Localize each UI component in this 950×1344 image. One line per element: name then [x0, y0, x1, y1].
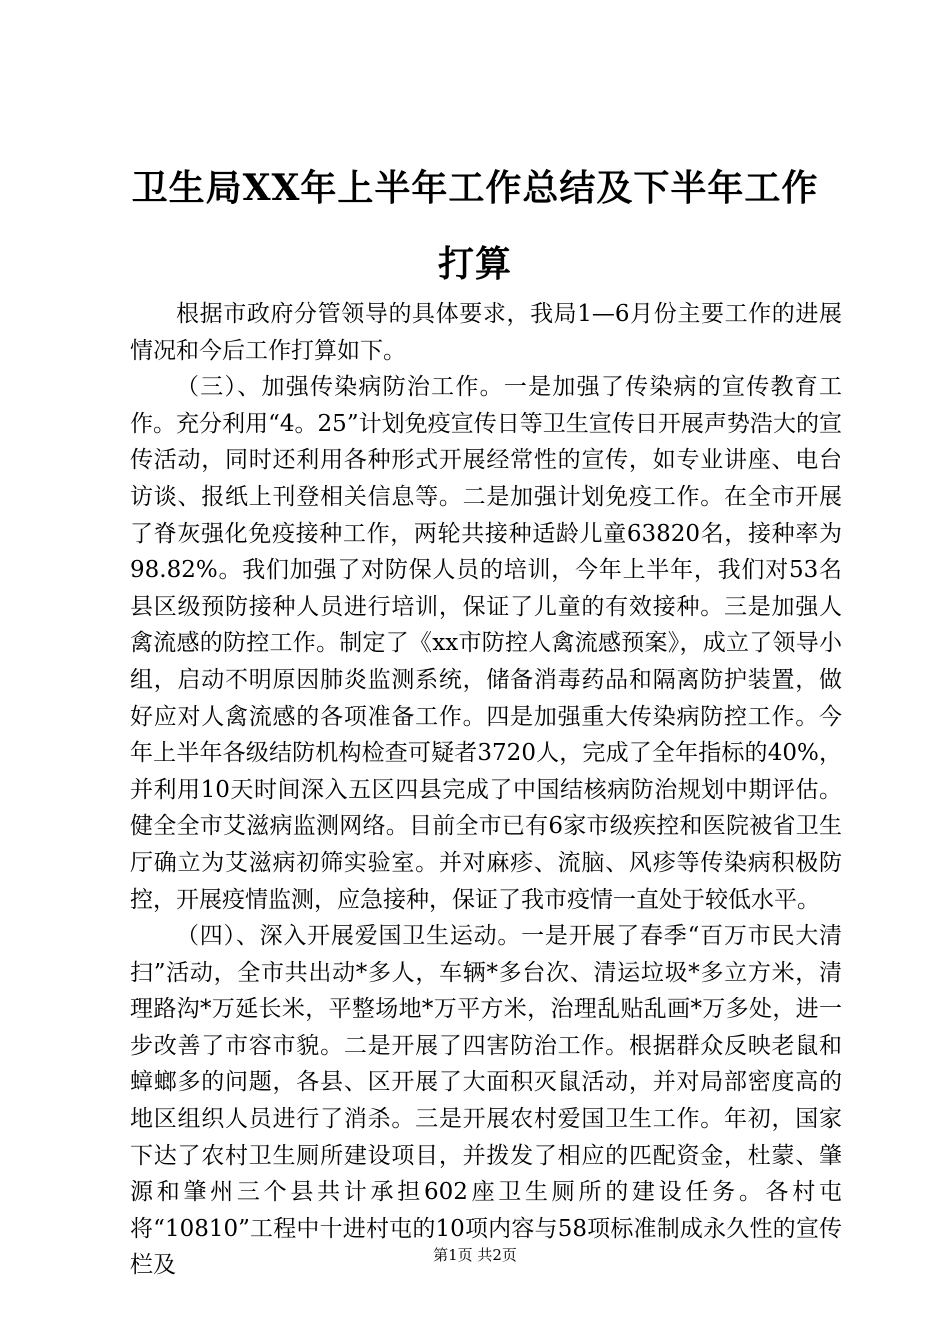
paragraph-section-3: （三）、加强传染病防治工作。一是加强了传染病的宣传教育工作。充分利用“4。25”计划免疫宣传日等卫生宣传日开展声势浩大的宣传活动，同时还利用各种形式开展经常性的宣传，如专业讲座、电台访谈、报纸上刊登相关信息等。二是加强计划免疫工作。在全市开展了脊灰强化免疫接种工作，两轮共接种适龄儿童63820名，接种率为98.82%。我们加强了对防保人员的培训，今年上半年，我们对53名县区级预防接种人员进行培训，保证了儿童的有效接种。三是加强人禽流感的防控工作。制定了《xx市防控人禽流感预案》，成立了领导小组，启动不明原因肺炎监测系统，储备消毒药品和隔离防护装置，做好应对人禽流感的各项准备工作。四是加强重大传染病防控工作。今年上半年各级结防机构检查可疑者3720人，完成了全年指标的40%，并利用10天时间深入五区四县完成了中国结核病防治规划中期评估。健全全市艾滋病监测网络。目前全市已有6家市级疾控和医院被省卫生厅确立为艾滋病初筛实验室。并对麻疹、流脑、风疹等传染病积极防控，开展疫情监测，应急接种，保证了我市疫情一直处于较低水平。	[130, 374, 842, 913]
page-footer: 第1页 共2页	[433, 1246, 517, 1264]
paragraph-section-4: （四）、深入开展爱国卫生运动。一是开展了春季“百万市民大清扫”活动，全市共出动*多人，车辆*多台次、清运垃圾*多立方米，清理路沟*万延长米，平整场地*万平方米，治理乱贴乱画*万多处，进一步改善了市容市貌。二是开展了四害防治工作。根据群众反映老鼠和蟑螂多的问题，各县、区开展了大面积灭鼠活动，并对局部密度高的地区组织人员进行了消杀。三是开展农村爱国卫生工作。年初，国家下达了农村卫生厕所建设项目，并拨发了相应的匹配资金，杜蒙、肇源和肇州三个县共计承担602座卫生厕所的建设任务。各村屯将“10810”工程中十进村屯的10项内容与58项标准制成永久性的宣传栏及	[130, 923, 842, 1279]
paragraph-intro: 根据市政府分管领导的具体要求，我局1—6月份主要工作的进展情况和今后工作打算如下。	[130, 301, 842, 364]
document-title: 卫生局XX年上半年工作总结及下半年工作打算	[131, 167, 819, 285]
document-body	[130, 296, 842, 1284]
